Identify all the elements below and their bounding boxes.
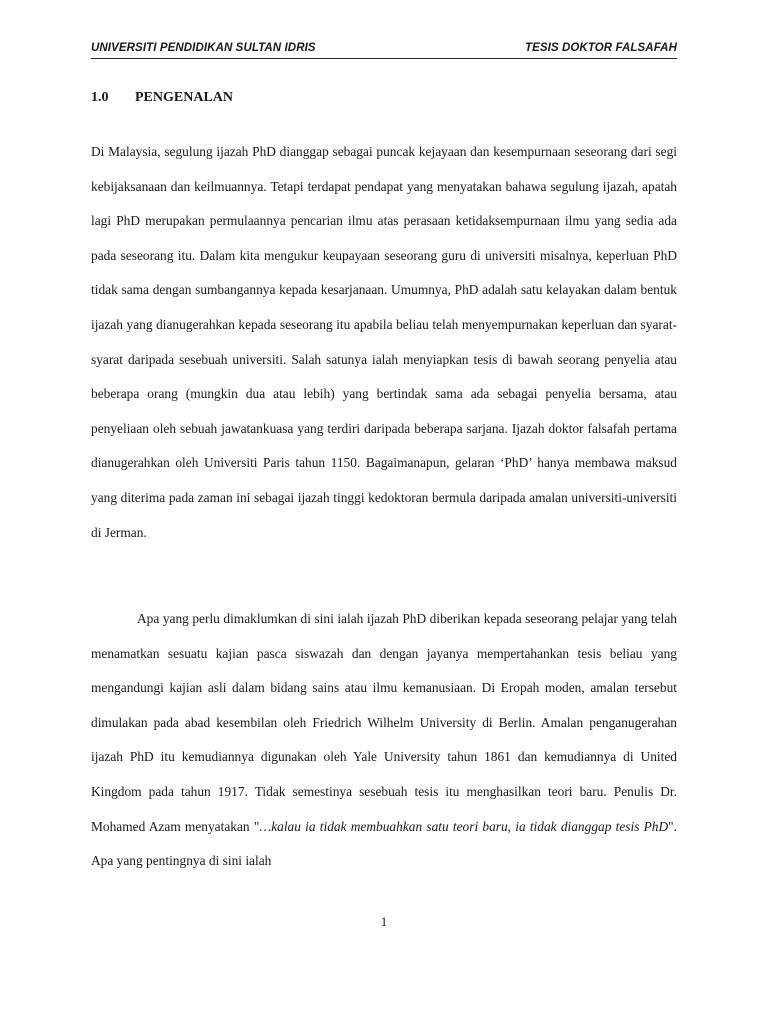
section-heading (91, 90, 233, 106)
section-number: 1.0 (91, 90, 109, 105)
header-thesis-type: TESIS DOKTOR FALSAFAH (524, 42, 677, 54)
paragraph-2 (91, 602, 677, 879)
running-header (91, 42, 677, 59)
section-title: PENGENALAN (135, 90, 234, 105)
paragraph-1: Di Malaysia, segulung ijazah PhD dianggap sebagai puncak kejayaan dan kesempurnaan seseorang dari segi kebijaksanaan dan keilmuannya. Tetapi terdapat pendapat yang menyatakan bahawa segulung ijazah, apatah lagi PhD merupakan permulaannya pencarian ilmu atas perasaan ketidaksempurnaan ilmu yang sedia ada pada seseorang itu. Dalam kita mengukur keupayaan seseorang guru di universiti misalnya, keperluan PhD tidak sama dengan sumbangannya kepada kesarjanaan. Umumnya, PhD adalah satu kelayakan dalam bentuk ijazah yang dianugerahkan kepada seseorang itu apabila beliau telah menyempurnakan keperluan dan syarat-syarat daripada sesebuah universiti. Salah satunya ialah menyiapkan tesis di bawah seorang penyelia atau beberapa orang (mungkin dua atau lebih) yang bertindak sama ada sebagai penyelia bersama, atau penyeliaan oleh sebuah jawatankuasa yang terdiri daripada beberapa sarjana. Ijazah doktor falsafah pertama dianugerahkan oleh Universiti Paris tahun 1150. Bagaimanapun, gelaran ‘PhD’ hanya membawa maksud yang diterima pada zaman ini sebagai ijazah tinggi kedoktoran bermula daripada amalan universiti-universiti di Jerman. (91, 144, 677, 540)
header-university: UNIVERSITI PENDIDIKAN SULTAN IDRIS (91, 42, 316, 54)
paragraph-2-text: Apa yang perlu dimaklumkan di sini ialah ijazah PhD diberikan kepada seseorang pelajar yang telah menamatkan sesuatu kajian pasca siswazah dan dengan jayanya mempertahankan tesis beliau yang mengandungi kajian asli dalam bidang sains atau ilmu kemanusiaan. Di Eropah moden, amalan tersebut dimulakan pada abad kesembilan oleh Friedrich Wilhelm University di Berlin. Amalan penganugerahan ijazah PhD itu kemudiannya digunakan oleh Yale University tahun 1861 dan kemudiannya di United Kingdom pada tahun 1917. Tidak semestinya sesebuah tesis itu menghasilkan teori baru. Penulis Dr. Mohamed Azam menyatakan " (91, 611, 677, 834)
paragraph-2-quote: …kalau ia tidak membuahkan satu teori baru, ia tidak dianggap tesis PhD (259, 818, 669, 834)
page-number: 1 (380, 914, 388, 929)
paragraph-2-text-end: ". Apa yang pentingnya di sini ialah (91, 818, 677, 869)
